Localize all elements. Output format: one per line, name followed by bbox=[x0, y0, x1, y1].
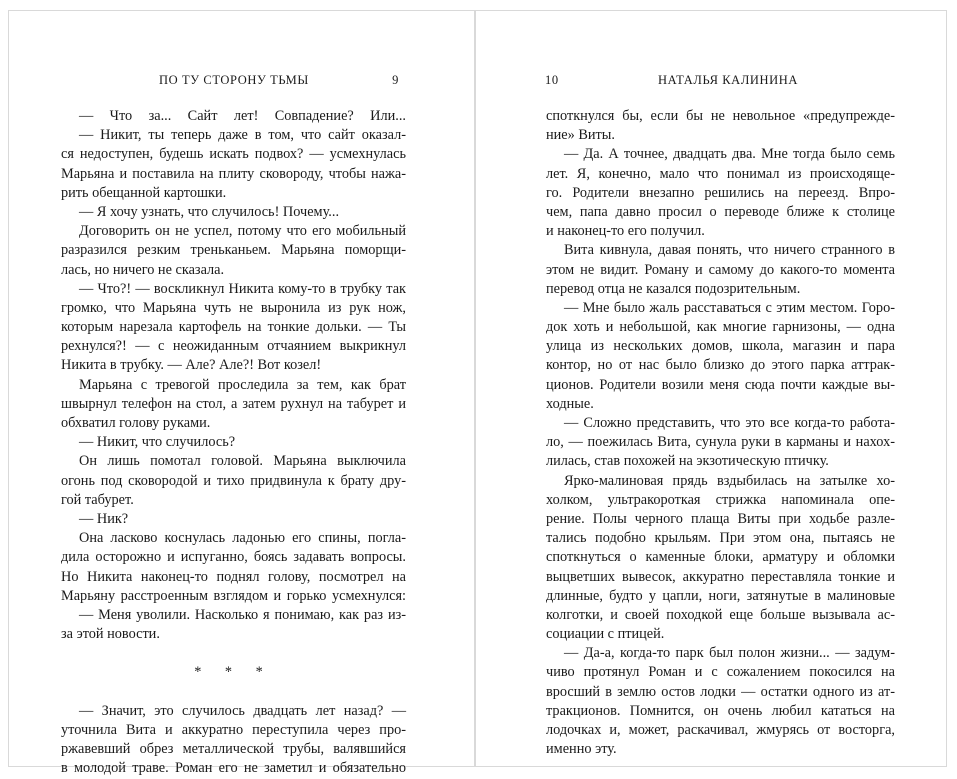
text-line: Вита кивнула, давая понять, что ничего странного в bbox=[564, 242, 895, 259]
text-line: дила осторожно и испуганно, боясь задавать вопросы. bbox=[61, 549, 406, 566]
text-line: уточнила Вита и аккуратно переступила через про- bbox=[61, 722, 406, 738]
section-break-asterisks: * * * bbox=[194, 664, 273, 681]
text-line: Он лишь помотал головой. Марьяна выключила bbox=[79, 453, 406, 470]
text-line: социации с птицей. bbox=[546, 626, 665, 643]
text-line: рехнулся?! — с неожиданным отчаянием выкрикнул bbox=[61, 338, 406, 355]
text-line: — Я хочу узнать, что случилось! Почему... bbox=[79, 203, 340, 220]
text-line: Марьяна и поставила на плиту сковороду, чтобы нажа- bbox=[61, 165, 406, 182]
text-line: которым нарезала картофель на тонкие дольки. — Ты bbox=[61, 319, 406, 336]
text-line: — Что за... Сайт лет! Совпадение? Или... bbox=[79, 108, 406, 124]
text-line: Она ласково коснулась ладонью его спины, погла- bbox=[79, 530, 406, 547]
right-page-body bbox=[546, 107, 895, 759]
text-line: холком, ультракороткая стрижка напоминала опе- bbox=[546, 491, 895, 508]
text-line: — Мне было жаль расставаться с этим местом. Горо- bbox=[564, 299, 895, 316]
text-line: док хоть и небольшой, как многие гарнизоны, — одна bbox=[546, 319, 895, 336]
text-line: го. Родители внезапно решились на переезд. Впро- bbox=[546, 184, 895, 201]
text-line: ционов. Родители возили меня сюда почти каждые вы- bbox=[546, 376, 895, 393]
text-line: Договорить он не успел, потому что его мобильный bbox=[79, 223, 406, 240]
text-line: — Значит, это случилось двадцать лет назад? — bbox=[79, 702, 406, 719]
right-running-title: НАТАЛЬЯ КАЛИНИНА bbox=[658, 73, 799, 87]
text-line: лодочках и, может, раскачивал, жмурясь от восторга, bbox=[546, 722, 895, 738]
text-line: лет. Я, конечно, мало что понимал из происходяще- bbox=[546, 165, 895, 182]
text-line: Никита в трубку. — Але? Але?! Вот козел! bbox=[61, 357, 322, 374]
text-line: споткнулся бы, если бы не невольное «предупрежде- bbox=[546, 108, 895, 124]
text-line: этом не видит. Роману и самому до какого-то момента bbox=[546, 261, 895, 278]
text-line: за этой новости. bbox=[61, 626, 160, 643]
text-line: ло, — поежилась Вита, сунула руки в карманы и нахох- bbox=[546, 434, 895, 451]
text-line: и наконец-то его получил. bbox=[546, 223, 705, 240]
text-line: — Что?! — воскликнул Никита кому-то в трубку так bbox=[79, 280, 406, 297]
text-line: — Никит, ты теперь даже в том, что сайт оказал- bbox=[79, 127, 406, 144]
text-line: — Да-а, когда-то парк был полон жизни... — задум- bbox=[564, 645, 895, 662]
text-line: громко, что Марьяна чуть не выронила из рук нож, bbox=[61, 299, 406, 316]
text-line: рить обещанной картошки. bbox=[61, 184, 227, 201]
text-line: в молодой траве. Роман его не заметил и обязательно bbox=[61, 760, 406, 777]
right-running-header bbox=[545, 73, 886, 89]
left-page bbox=[8, 10, 475, 777]
text-line: выцветших вывесок, аккуратно переставляла тонкие и bbox=[546, 568, 895, 585]
text-line: лилась, став похожей на экзотическую птичку. bbox=[546, 453, 829, 470]
text-line: тались подобно крыльям. При этом она, пытаясь не bbox=[546, 530, 895, 547]
text-line: ся недоступен, будешь искать подвох? — усмехнулась bbox=[61, 146, 406, 163]
text-line: именно эту. bbox=[546, 741, 617, 758]
text-line: длинные, будто у цапли, ноги, затянутые в малиновые bbox=[546, 587, 895, 604]
text-line: улица из нескольких домов, школа, магазин и пара bbox=[546, 338, 895, 355]
text-line: — Меня уволили. Насколько я понимаю, как раз из- bbox=[79, 606, 406, 623]
text-line: ходные. bbox=[546, 395, 594, 412]
text-line: — Да. А точнее, двадцать два. Мне тогда было семь bbox=[564, 146, 895, 163]
text-line: рение. Полы черного плаща Виты при ходьбе разле- bbox=[546, 510, 895, 527]
text-line: гой табурет. bbox=[61, 491, 134, 508]
text-line: перевод отца не казался подозрительным. bbox=[546, 280, 801, 297]
text-line: — Ник? bbox=[79, 510, 129, 527]
text-line: контор, но от нас было близко до этого парка аттрак- bbox=[546, 357, 895, 374]
section-spacer bbox=[61, 683, 406, 702]
right-page bbox=[475, 10, 947, 767]
text-line: Но Никита наконец-то поднял голову, посмотрел на bbox=[61, 568, 406, 585]
text-line: — Сложно представить, что это все когда-то работа- bbox=[564, 415, 895, 431]
text-line: Марьяну расстроенным взглядом и горько усмехнулся: bbox=[61, 587, 406, 604]
text-line: Ярко-малиновая прядь вздыбилась на затылке хо- bbox=[564, 472, 895, 489]
text-line: колготки, и своей походкой еще больше вызывала ас- bbox=[546, 606, 895, 623]
left-page-number: 9 bbox=[392, 73, 399, 87]
text-line: лась, но ничего не сказала. bbox=[61, 261, 225, 278]
text-line: вросший в землю остов лодки — остатки одного из ат- bbox=[546, 683, 895, 700]
text-line: чиво протянул Роман и с сожалением покосился на bbox=[546, 664, 895, 681]
text-line: разразился резким треньканьем. Марьяна поморщи- bbox=[61, 242, 406, 259]
right-page-number: 10 bbox=[545, 73, 559, 87]
left-page-body bbox=[61, 107, 406, 779]
text-line: — Никит, что случилось? bbox=[79, 434, 236, 451]
text-line: Марьяна с тревогой проследила за тем, как брат bbox=[79, 376, 406, 393]
section-spacer bbox=[61, 644, 406, 663]
text-line: огонь под сковородой и тихо придвинула к брату дру- bbox=[61, 472, 406, 489]
text-line: споткнуться о каменные блоки, арматуру и обломки bbox=[546, 549, 895, 566]
text-line: ржавевший обрез металлической трубы, валявшийся bbox=[61, 741, 406, 758]
left-running-title: ПО ТУ СТОРОНУ ТЬМЫ bbox=[159, 73, 309, 87]
text-line: ние» Виты. bbox=[546, 127, 615, 144]
left-running-header bbox=[159, 73, 399, 89]
text-line: обхватил голову руками. bbox=[61, 415, 211, 431]
text-line: швырнул телефон на стол, а затем рухнул на табурет и bbox=[61, 395, 406, 412]
text-line: чем, папа давно просил о переводе ближе к столице bbox=[546, 203, 895, 220]
text-line: тракционов. Помнится, он очень любил кататься на bbox=[546, 702, 895, 719]
